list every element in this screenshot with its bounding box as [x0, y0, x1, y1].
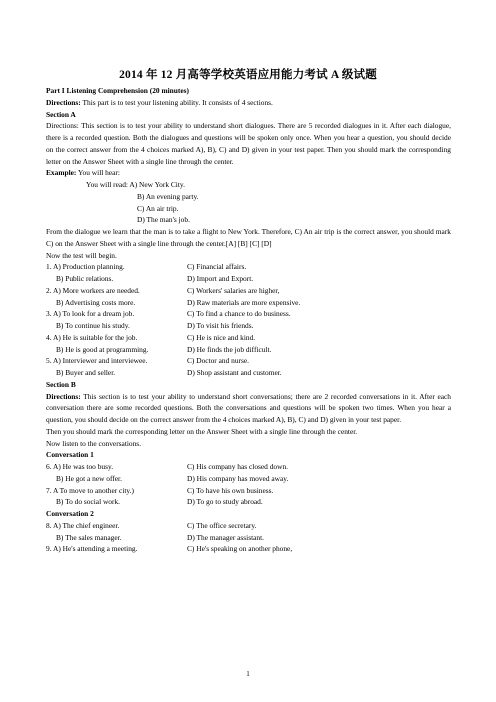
option-c: C) Financial affairs. — [187, 262, 247, 272]
option-b: B) He got a new offer. — [56, 473, 122, 483]
option-b: B) Buyer and seller. — [56, 368, 116, 377]
page-title: 2014 年 12 月高等学校英语应用能力考试 A 级试题 — [119, 69, 377, 81]
option-a: 2. A) More workers are needed. — [46, 285, 140, 295]
option-a: 5. A) Interviewer and interviewee. — [46, 356, 148, 366]
option-d: D) The manager assistant. — [187, 532, 265, 542]
page-number: 1 — [246, 670, 250, 678]
directions-label: Directions: — [46, 391, 81, 401]
option-a: 6. A) He was too busy. — [46, 462, 114, 471]
option-a: 1. A) Production planning. — [46, 262, 125, 272]
option-c: C) To have his own business. — [187, 485, 274, 495]
option-c: C) He is nice and kind. — [187, 332, 256, 342]
option-d: D) His company has moved away. — [187, 473, 289, 483]
section-b-then: Then you should mark the corresponding letter on the Answer Sheet with a single line through the center. — [46, 426, 358, 436]
option-a: 9. A) He's attending a meeting. — [46, 544, 138, 554]
example-option: D) The man's job. — [137, 215, 190, 225]
example-explanation: From the dialogue we learn that the man is to take a flight to New York. Therefore, C) An air trip is the correct answer, you should mark C) on the Answer Sheet with a single line through the center.[A] [B] [C] [D] — [46, 227, 451, 248]
question-6 — [46, 461, 451, 485]
option-c: C) His company has closed down. — [187, 462, 288, 471]
example-line — [46, 167, 451, 179]
option-b: B) Public relations. — [56, 274, 114, 283]
example-read: You will read: A) New York City. — [86, 180, 185, 189]
option-d: D) Shop assistant and customer. — [187, 368, 282, 377]
section-a-directions — [46, 120, 451, 167]
option-a: 4. A) He is suitable for the job. — [46, 332, 138, 342]
directions-label: Directions: — [46, 97, 81, 107]
option-c: C) Doctor and nurse. — [187, 356, 249, 366]
option-d: D) He finds the job difficult. — [187, 344, 272, 354]
option-a: 8. A) The chief engineer. — [46, 520, 120, 530]
part1-heading: Part I Listening Comprehension (20 minutes) — [46, 86, 189, 95]
option-c: C) To find a chance to do business. — [187, 309, 291, 319]
example-hear: You will hear: — [76, 168, 120, 178]
section-b-heading: Section B — [46, 379, 76, 389]
option-b: B) The sales manager. — [56, 532, 122, 542]
example-label: Example: — [46, 168, 77, 178]
question-2 — [46, 285, 451, 309]
question-8 — [46, 520, 451, 544]
question-9 — [46, 543, 451, 555]
conversation-1-heading: Conversation 1 — [46, 450, 94, 460]
option-c: C) He's speaking on another phone, — [187, 544, 293, 554]
directions-text: This section is to test your ability to understand short conversations; there are 2 recorded conversations in it. After each conversation there are some recorded questions. Both the conversations and questions will be spoken two times. When you hear a question, you should decide on the correct answer from the 4 choices marked A), B), C) and D) given in your test paper. — [46, 391, 451, 424]
option-c: C) Workers' salaries are higher, — [187, 285, 280, 295]
option-a: 7. A To move to another city.) — [46, 485, 134, 495]
option-b: B) Advertising costs more. — [56, 297, 136, 307]
question-5 — [46, 355, 451, 379]
question-7 — [46, 485, 451, 509]
option-d: D) Raw materials are more expensive. — [187, 297, 301, 307]
option-d: D) To visit his friends. — [187, 321, 254, 330]
directions-text: This part is to test your listening ability. It consists of 4 sections. — [80, 97, 273, 107]
option-d: D) To go to study abroad. — [187, 497, 263, 507]
option-d: D) Import and Export. — [187, 274, 254, 283]
option-a: 3. A) To look for a dream job. — [46, 309, 135, 319]
option-b: B) He is good at programming. — [56, 344, 149, 354]
section-b-directions — [46, 391, 451, 426]
section-b-now: Now listen to the conversations. — [46, 438, 142, 448]
option-c: C) The office secretary. — [187, 520, 257, 530]
part1-directions — [46, 97, 451, 109]
question-1 — [46, 261, 451, 285]
directions-text: This section is to test your ability to understand short dialogues. There are 5 recorded dialogues in it. After each dialogue, there is a recorded question. Both the dialogues and questions will be spoken only once. When you hear a question, you should decide on the correct answer from the 4 choices marked A), B), C) and D) given in your test paper. Then you should mark the corresponding letter on the Answer Sheet with a single line through the center. — [46, 121, 451, 166]
option-b: B) To continue his study. — [56, 321, 130, 330]
option-b: B) To do social work. — [56, 497, 121, 507]
test-begin: Now the test will begin. — [46, 250, 117, 260]
directions-label: Directions: — [46, 121, 79, 131]
document-body — [46, 85, 451, 555]
section-a-heading: Section A — [46, 109, 76, 119]
question-4 — [46, 332, 451, 356]
conversation-2-heading: Conversation 2 — [46, 509, 94, 518]
example-option: B) An evening party. — [137, 191, 199, 201]
example-option: C) An air trip. — [137, 203, 179, 213]
question-3 — [46, 308, 451, 332]
